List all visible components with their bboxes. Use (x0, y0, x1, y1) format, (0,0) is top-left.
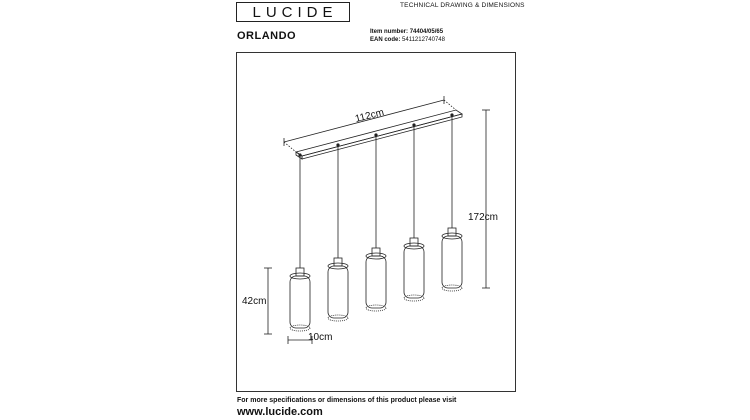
brand-logo: LUCIDE (236, 2, 350, 22)
pendant-1 (290, 154, 310, 331)
website-link[interactable]: www.lucide.com (237, 406, 323, 418)
product-meta (370, 28, 445, 44)
pendant-2 (328, 144, 348, 321)
width-label: 112cm (354, 107, 386, 125)
product-name: ORLANDO (237, 30, 297, 42)
pendant-5 (442, 114, 462, 291)
pendant-3 (366, 134, 386, 311)
footer-note: For more specifications or dimensions of this product please visit (237, 397, 457, 404)
pendant-4 (404, 124, 424, 301)
ean-code: 5411212740748 (402, 37, 445, 43)
shade-height-label: 42cm (242, 296, 267, 307)
ean-label: EAN code: (370, 37, 401, 43)
height-label: 172cm (468, 212, 499, 223)
item-number-label: Item number: (370, 29, 409, 35)
document-type: TECHNICAL DRAWING & DIMENSIONS (400, 2, 525, 9)
shade-diameter-label: 10cm (308, 332, 333, 343)
item-number: 74404/05/65 (409, 29, 444, 35)
technical-drawing (236, 52, 516, 392)
